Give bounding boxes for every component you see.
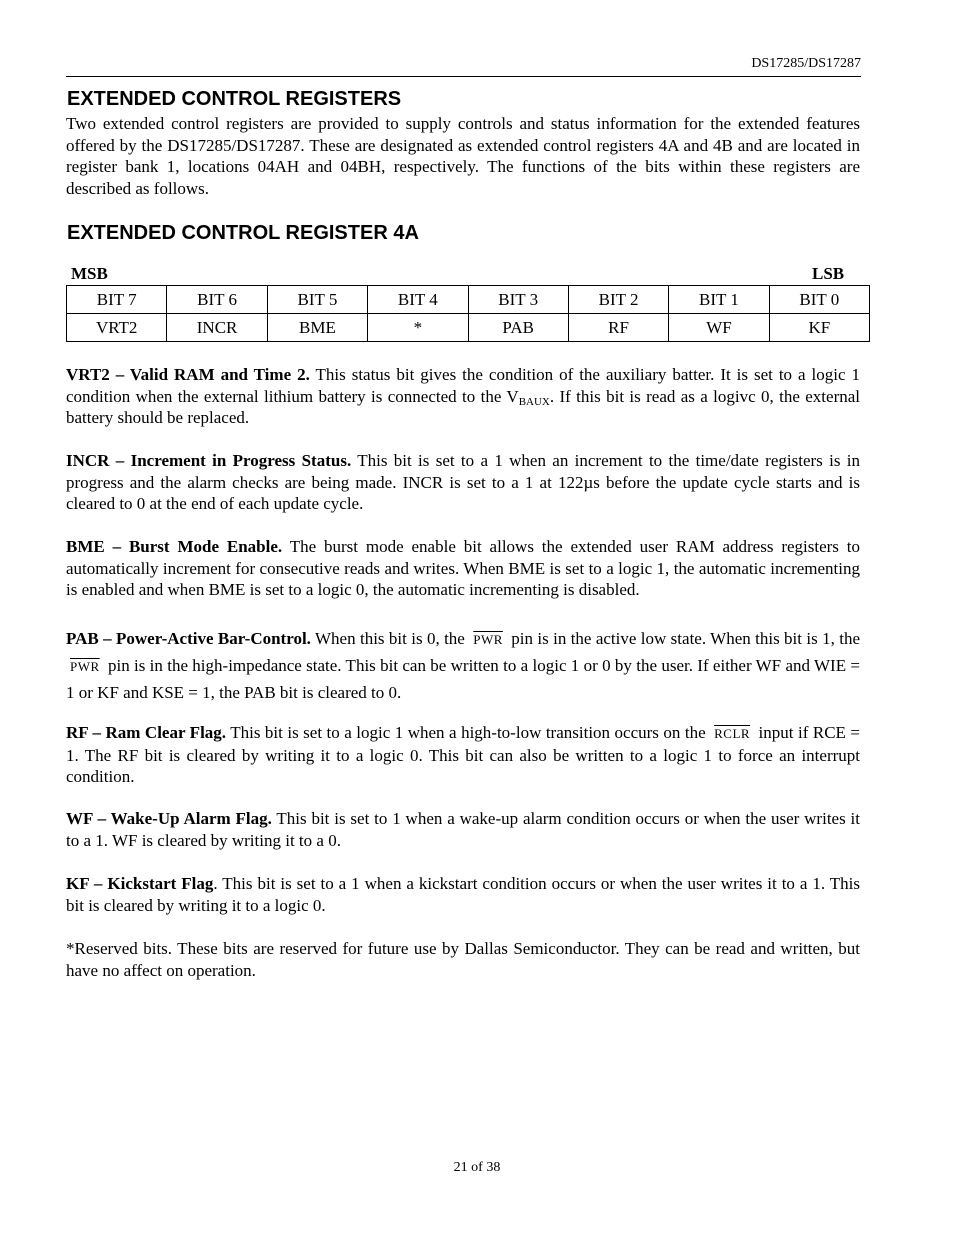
lsb-label: LSB [812,264,845,283]
bit-cell: BIT 0 [769,286,869,314]
incr-term: INCR – Increment in Progress Status. [66,451,352,470]
vrt2-text: This status bit gives the condition of the auxiliary batter. It is set to a logic 1 condition when the external lithium battery is connected to the V [66,365,860,406]
bit-name-row [67,314,870,342]
section-title-extended-control-registers: EXTENDED CONTROL REGISTERS [67,88,402,110]
pwr-pin-label: $\overline{PWR}$ [473,632,503,647]
rf-term: RF – Ram Clear Flag. [66,723,227,742]
pab-description [66,626,860,706]
incr-description [66,450,860,515]
bit-cell: BIT 1 [669,286,769,314]
register-4a-table [66,285,870,342]
document-id: DS17285/DS17287 [751,56,861,71]
bit-name-cell: PAB [468,314,568,342]
page-number: 21 of 38 [453,1160,501,1175]
vrt2-description [66,364,860,429]
pab-text: When this bit is 0, the [310,629,470,648]
bme-text: The burst mode enable bit allows the extended user RAM address registers to automatically increment for consecutive reads and writes. When BME is set to a logic 1, the automatic incrementing is enabled and when BME is set to a logic 0, the automatic incrementing is disabled. [66,537,861,599]
bit-cell: BIT 5 [267,286,367,314]
pwr-pin-label: $\overline{PWR}$ [70,659,100,674]
kf-term: KF – Kickstart Flag [66,874,214,893]
vrt2-term: VRT2 – Valid RAM and Time 2. [66,365,310,384]
section-intro-paragraph: Two extended control registers are provided to supply controls and status information for the extended features offered by the DS17285/DS17287. These are designated as extended control registers 4A and 4B and are located in register bank 1, locations 04AH and 04BH, respectively. The functions of the bits within these registers are described as follows. [66,114,860,198]
bit-cell: BIT 3 [468,286,568,314]
pab-text-end: pin is in the high-impedance state. This bit can be written to a logic 1 or 0 by the user. If either WF and WIE = 1 or KF and KSE = 1, the PAB bit is cleared to 0. [66,656,860,702]
rf-text: This bit is set to a logic 1 when a high-to-low transition occurs on the [226,723,711,742]
wf-term: WF – Wake-Up Alarm Flag. [66,809,272,828]
bme-term: BME – Burst Mode Enable. [66,537,283,556]
bme-description [66,536,860,601]
bit-name-cell: WF [669,314,769,342]
bit-number-row [67,286,870,314]
wf-description [66,808,860,851]
bit-name-cell: VRT2 [67,314,167,342]
rf-text-end: input if RCE = 1. The RF bit is cleared by writing it to a logic 0. This bit can also be written to a logic 1 to force an interrupt condition. [66,723,860,786]
rclr-pin-label: RCLR [714,726,751,741]
msb-label: MSB [71,264,108,283]
rf-description [66,722,860,788]
bit-cell: BIT 7 [67,286,167,314]
bit-name-cell: * [368,314,468,342]
incr-text: This bit is set to a 1 when an increment to the time/date registers is in progress and the alarm checks are being made. INCR is set to a 1 at 122µs before the update cycle starts and is cleared to 0 at the end of each update cycle. [66,451,860,513]
pab-term: PAB – Power-Active Bar-Control. [66,629,311,648]
kf-text: . This bit is set to a 1 when a kickstart condition occurs or when the user writes it to a 1. This bit is cleared by writing it to a logic 0. [66,874,861,915]
page-header [66,54,861,77]
bit-name-cell: INCR [167,314,267,342]
bit-name-cell: KF [769,314,869,342]
bit-name-cell: RF [568,314,668,342]
bit-cell: BIT 4 [368,286,468,314]
section-title-register-4a: EXTENDED CONTROL REGISTER 4A [67,222,419,244]
bit-name-cell: BME [267,314,367,342]
bit-cell: BIT 2 [568,286,668,314]
vrt2-text-end: . If this bit is read as a logivc 0, the external battery should be replaced. [66,386,860,427]
wf-text: This bit is set to 1 when a wake-up alarm condition occurs or when the user writes it to a 1. WF is cleared by writing it to a 0. [66,809,860,850]
reserved-bits-note: *Reserved bits. These bits are reserved for future use by Dallas Semiconductor. They can be read and written, but have no affect on operation. [66,939,860,980]
bit-cell: BIT 6 [167,286,267,314]
pab-text-mid: pin is in the active low state. When this bit is 1, the [506,629,860,648]
vbaux-subscript: BAUX [518,395,550,408]
kf-description [66,873,860,916]
